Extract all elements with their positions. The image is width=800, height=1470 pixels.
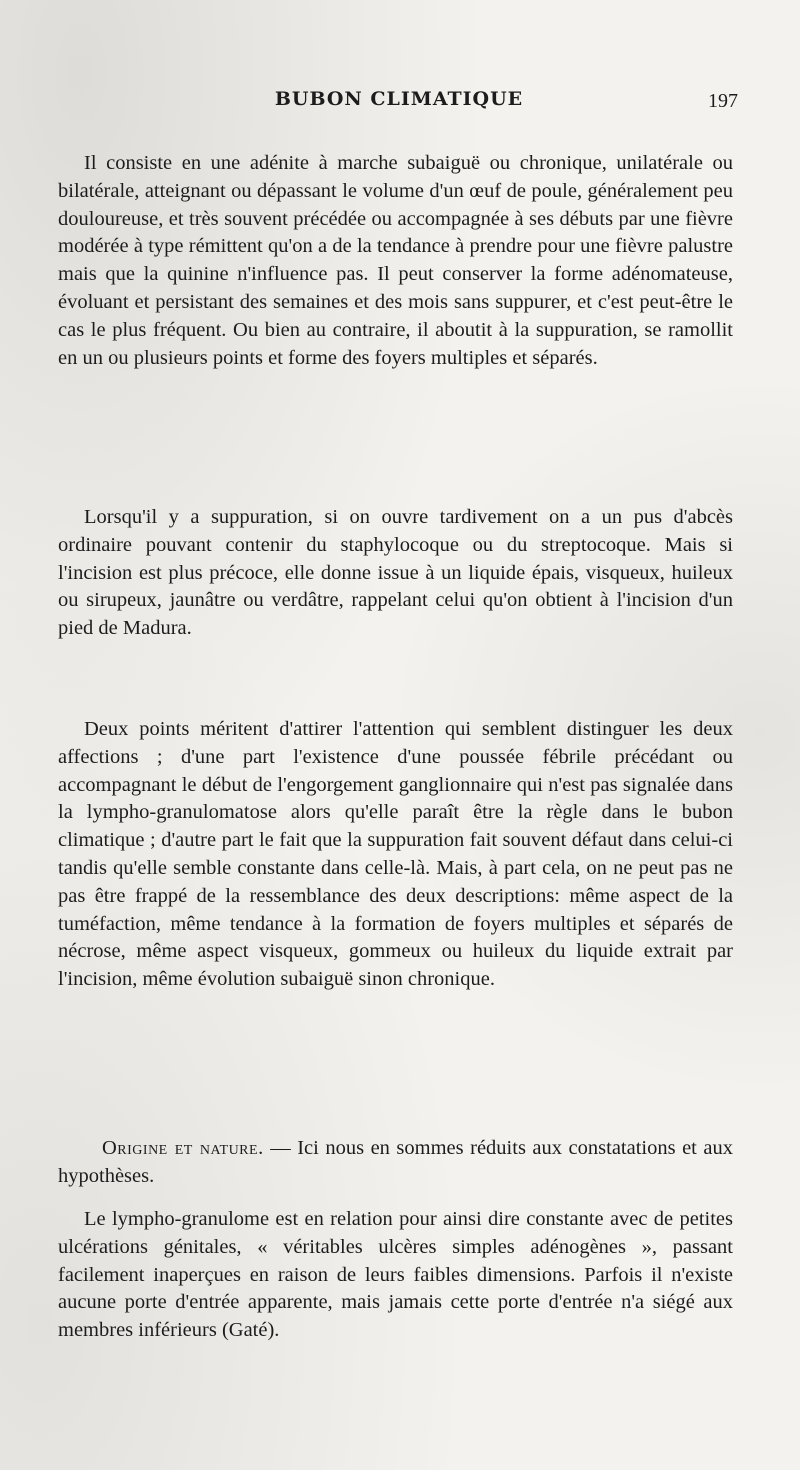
paragraph-suppuration: Lorsqu'il y a suppuration, si on ouvre tardivement on a un pus d'abcès ordinaire pouvant contenir du staphylocoque ou du streptocoque. Mais si l'incision est plus précoce, elle donne issue à un liquide épais, visqueux, huileux ou sirupeux, jaunâtre ou verdâtre, rappelant celui qu'on obtient à l'incision d'un pied de Madura. bbox=[58, 506, 733, 640]
page-number: 197 bbox=[708, 90, 738, 112]
section-origin-nature bbox=[58, 1135, 733, 1191]
section-heading-text: — Ici nous en sommes réduits aux constatations et aux hypothèses. bbox=[58, 1137, 733, 1187]
section-heading: Origine et nature. bbox=[102, 1137, 264, 1159]
paragraph-lympho-granulome: Le lympho-granulome est en relation pour ainsi dire constante avec de petites ulcérations génitales, « véritables ulcères simples adénogènes », passant facilement inaperçues en raison de leurs faibles dimensions. Parfois il n'existe aucune porte d'entrée apparente, mais jamais cette porte d'entrée n'a siégé aux membres inférieurs (Gaté). bbox=[58, 1208, 733, 1342]
paragraph-description: Il consiste en une adénite à marche subaiguë ou chronique, unilatérale ou bilatérale, atteignant ou dépassant le volume d'un œuf de poule, généralement peu douloureuse, et très souvent précédée ou accompagnée à ses débuts par une fièvre modérée à type rémittent qu'on a de la tendance à prendre pour une fièvre palustre mais que la quinine n'influence pas. Il peut conserver la forme adénomateuse, évoluant et persistant des semaines et des mois sans suppurer, et c'est peut-être le cas le plus fréquent. Ou bien au contraire, il aboutit à la suppuration, se ramollit en un ou plusieurs points et forme des foyers multiples et séparés. bbox=[58, 152, 733, 369]
paragraph-comparison: Deux points méritent d'attirer l'attention qui semblent distinguer les deux affections ; d'une part l'existence d'une poussée fébrile précédant ou accompagnant le début de l'engorgement ganglionnaire qui n'est pas signalée dans la lympho-granulomatose alors qu'elle paraît être la règle dans le bubon climatique ; d'autre part le fait que la suppuration fait souvent défaut dans celui-ci tandis qu'elle semble constante dans celle-là. Mais, à part cela, on ne peut pas ne pas être frappé de la ressemblance des deux descriptions: même aspect de la tuméfaction, même tendance à la formation de foyers multiples et séparés de nécrose, même aspect visqueux, gommeux ou huileux du liquide extrait par l'incision, même évolution subaiguë sinon chronique. bbox=[58, 718, 733, 991]
page-header bbox=[60, 88, 738, 118]
running-title: BUBON CLIMATIQUE bbox=[274, 88, 524, 110]
